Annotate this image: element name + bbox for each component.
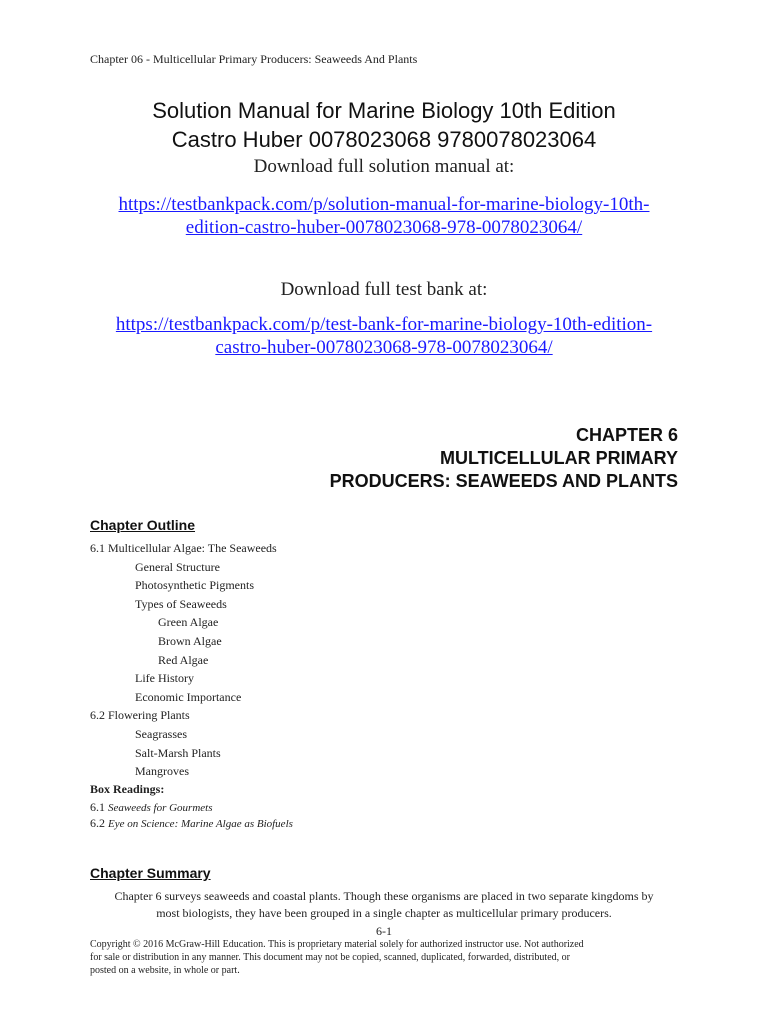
summary-line-1: Chapter 6 surveys seaweeds and coastal plants. Though these organisms are placed in two separate kingdoms by [114, 889, 654, 903]
box-readings-heading: Box Readings: [90, 782, 165, 796]
outline-item: Brown Algae [158, 633, 222, 648]
copyright-line-2: for sale or distribution in any manner. This document may not be copied, scanned, duplicated, forwarded, distributed, or [90, 952, 570, 963]
summary-line-2: most biologists, they have been grouped in a single chapter as multicellular primary producers. [156, 906, 612, 920]
chapter-heading-line-3: PRODUCERS: SEAWEEDS AND PLANTS [329, 471, 678, 491]
outline-item: Mangroves [135, 764, 189, 779]
chapter-heading-line-1: CHAPTER 6 [575, 425, 678, 445]
outline-item: Seagrasses [135, 726, 187, 741]
outline-item: 6.2 Flowering Plants [90, 708, 190, 723]
box-readings-list [90, 800, 293, 832]
solution-link-line-2[interactable]: edition-castro-huber-0078023068-978-0078023064/ [185, 217, 583, 238]
testbank-link-line-1[interactable]: https://testbankpack.com/p/test-bank-for-marine-biology-10th-edition- [115, 314, 653, 335]
solution-link-line-1[interactable]: https://testbankpack.com/p/solution-manual-for-marine-biology-10th- [118, 194, 650, 215]
copyright-line-1: Copyright © 2016 McGraw-Hill Education. This is proprietary material solely for authorized instructor use. Not authorized [90, 939, 584, 950]
box-reading-item [90, 800, 293, 816]
box-reading-title: Eye on Science: Marine Algae as Biofuels [108, 818, 293, 830]
testbank-download-label: Download full test bank at: [280, 279, 488, 300]
chapter-heading-line-2: MULTICELLULAR PRIMARY [440, 448, 678, 468]
box-reading-number: 6.1 [90, 800, 105, 814]
page-number: 6-1 [376, 924, 392, 938]
outline-item: Salt-Marsh Plants [135, 745, 221, 760]
testbank-download-link[interactable] [90, 313, 678, 359]
chapter-outline-list [90, 539, 277, 781]
outline-item: Green Algae [158, 615, 219, 630]
chapter-summary-text [90, 888, 678, 922]
title-line-2: Castro Huber 0078023068 9780078023064 [171, 127, 597, 152]
solution-download-link[interactable] [90, 193, 678, 239]
outline-item: Economic Importance [135, 689, 242, 704]
box-reading-number: 6.2 [90, 816, 105, 830]
copyright-line-3: posted on a website, in whole or part. [90, 965, 240, 976]
chapter-heading [330, 424, 678, 493]
outline-item: 6.1 Multicellular Algae: The Seaweeds [90, 541, 277, 555]
outline-item: Types of Seaweeds [135, 596, 227, 611]
outline-item: Photosynthetic Pigments [135, 578, 255, 593]
box-reading-item [90, 816, 293, 832]
chapter-outline-heading: Chapter Outline [90, 517, 196, 533]
outline-item: Life History [135, 671, 194, 686]
running-header: Chapter 06 - Multicellular Primary Producers: Seaweeds And Plants [90, 52, 418, 66]
testbank-link-line-2[interactable]: castro-huber-0078023068-978-0078023064/ [215, 337, 553, 358]
outline-item: General Structure [135, 559, 220, 574]
box-reading-title: Seaweeds for Gourmets [108, 802, 213, 814]
copyright-notice [90, 938, 660, 977]
outline-item: Red Algae [158, 652, 209, 667]
title-line-1: Solution Manual for Marine Biology 10th Edition [152, 98, 616, 123]
chapter-summary-heading: Chapter Summary [90, 865, 211, 881]
document-title [0, 96, 768, 154]
solution-download-label: Download full solution manual at: [253, 156, 515, 177]
